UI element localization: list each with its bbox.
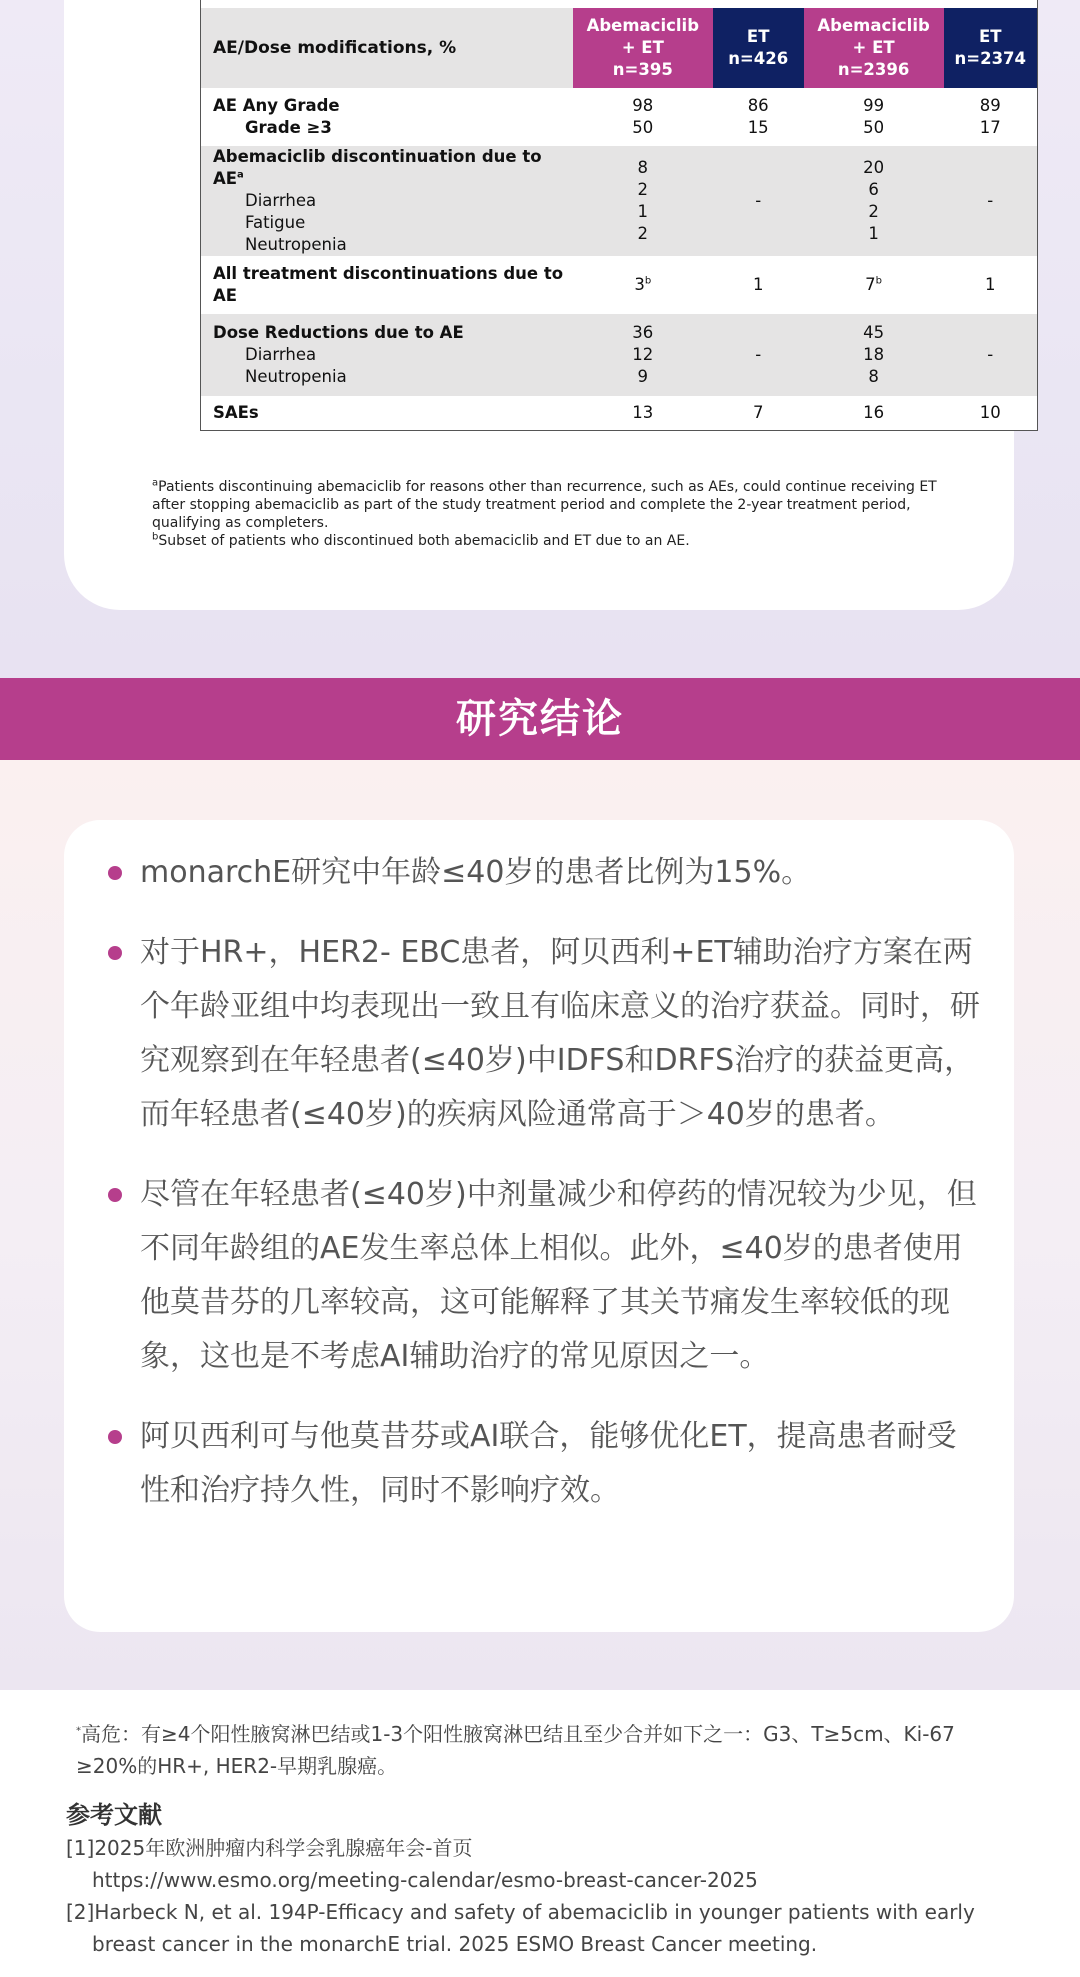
cell: 16 [804,396,944,431]
cell: 98 50 [573,88,713,146]
cell: 10 [944,396,1038,431]
header-et-gt40: ET n=2374 [944,8,1038,88]
table-row [201,256,1038,314]
bottom-notes [66,1718,1016,1960]
cell: 20 6 2 1 [804,146,944,256]
column-header-row [201,8,1038,88]
table-row [201,88,1038,146]
reference-1-link[interactable]: https://www.esmo.org/meeting-calendar/esmo-breast-cancer-2025 [92,1868,758,1892]
table-row [201,314,1038,396]
reference-1: [1]2025年欧洲肿瘤内科学会乳腺癌年会-首页 [66,1836,473,1860]
row-label: All treatment discontinuations due to AE [201,256,573,314]
header-et-le40: ET n=426 [713,8,804,88]
group-le40 [573,0,804,8]
references-title: 参考文献 [66,1801,162,1829]
cell: 8 2 1 2 [573,146,713,256]
cell: 86 15 [713,88,804,146]
section-title-banner: 研究结论 [0,678,1080,760]
cell: - [713,146,804,256]
cell: 36 12 9 [573,314,713,396]
list-item: 尽管在年轻患者(≤40岁)中剂量减少和停药的情况较为少见，但不同年龄组的AE发生率总体上相似。此外，≤40岁的患者使用他莫昔芬的几率较高，这可能解释了其关节痛发生率较低的现象，这也是不考虑AI辅助治疗的常见原因之一。 [104,1168,984,1384]
cell: 45 18 8 [804,314,944,396]
high-risk-note: *高危：有≥4个阳性腋窝淋巴结或1-3个阳性腋窝淋巴结且至少合并如下之一：G3、T≥5cm、Ki-67 [76,1722,955,1746]
cell: - [713,314,804,396]
bullet-dot-icon [108,1188,122,1202]
header-abemaciclib-le40: Abemaciclib + ET n=395 [573,8,713,88]
bullet-dot-icon [108,866,122,880]
header-label: AE/Dose modifications, % [201,8,573,88]
list-item: 阿贝西利可与他莫昔芬或AI联合，能够优化ET，提高患者耐受性和治疗持久性，同时不影响疗效。 [104,1410,984,1518]
table-row [201,146,1038,256]
list-item: monarchE研究中年龄≤40岁的患者比例为15%。 [104,846,984,900]
cell: 7 [713,396,804,431]
conclusion-list [104,846,984,1544]
cell: 13 [573,396,713,431]
cell: - [944,314,1038,396]
list-item: 对于HR+，HER2- EBC患者，阿贝西利+ET辅助治疗方案在两个年龄亚组中均表现出一致且有临床意义的治疗获益。同时，研究观察到在年轻患者(≤40岁)中IDFS和DRFS治疗的获益更高，而年轻患者(≤40岁)的疾病风险通常高于＞40岁的患者。 [104,926,984,1142]
footnote-a: $^a$Patients discontinuing abemaciclib for reasons other than recurrence, such as AEs, could continue receiving ET after stopping abemaciclib as part of the study treatment period and complete the 2-year treatment period, qualifying as completers. [152,477,937,531]
group-gt40 [804,0,1038,8]
cell: - [944,146,1038,256]
age-group-header-row [201,0,1038,8]
table-row [201,396,1038,431]
row-label: Dose Reductions due to AE Diarrhea Neutropenia [201,314,573,396]
row-label: SAEs [201,396,573,431]
cell: 99 50 [804,88,944,146]
high-risk-note-cont: ≥20%的HR+, HER2-早期乳腺癌。 [76,1754,398,1778]
cell: 1 [944,256,1038,314]
reference-2: [2]Harbeck N, et al. 194P-Efficacy and safety of abemaciclib in younger patients with early [66,1900,975,1924]
cell: 7$^b$ [804,256,944,314]
cell: 89 17 [944,88,1038,146]
reference-2-cont: breast cancer in the monarchE trial. 2025 ESMO Breast Cancer meeting. [92,1932,818,1956]
table-footnotes [152,478,942,550]
row-label: AE Any Grade Grade ≥3 [201,88,573,146]
header-abemaciclib-gt40: Abemaciclib + ET n=2396 [804,8,944,88]
ae-dose-table [200,0,1038,431]
cell: 1 [713,256,804,314]
cell: 3$^b$ [573,256,713,314]
footnote-b: $^b$Subset of patients who discontinued both abemaciclib and ET due to an AE. [152,531,690,549]
bullet-dot-icon [108,1430,122,1444]
row-label: Abemaciclib discontinuation due to $AE^a$ Diarrhea Fatigue Neutropenia [201,146,573,256]
bullet-dot-icon [108,946,122,960]
